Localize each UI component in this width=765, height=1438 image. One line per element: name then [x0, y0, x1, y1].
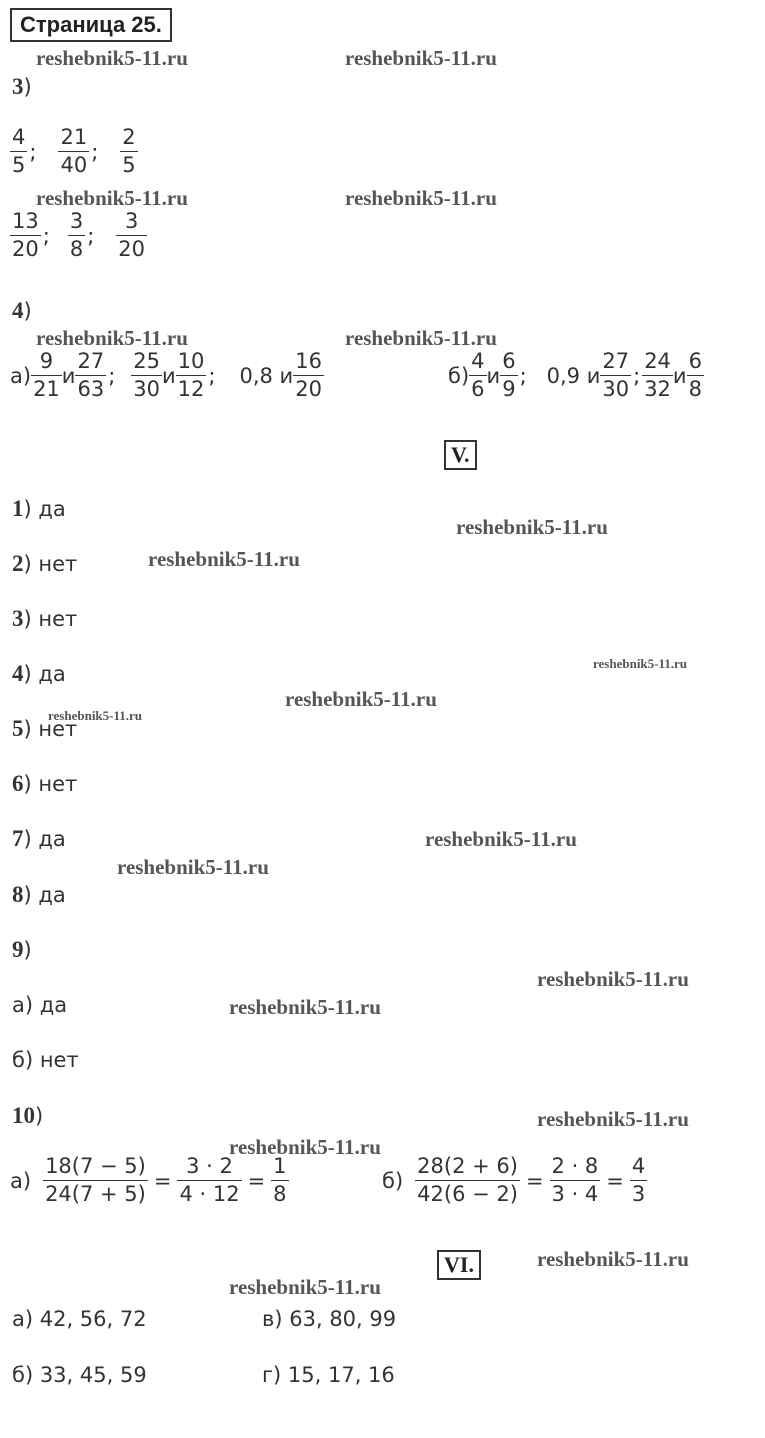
fraction: $\frac{6}{8}$ — [688, 349, 702, 402]
fraction: $\frac{4}{5}$ — [12, 125, 26, 178]
fraction: $\frac{24}{32}$ — [644, 349, 671, 402]
answer-item: 8) да — [12, 882, 66, 907]
answer-item: а) да — [12, 993, 68, 1017]
answer-item: 2) нет — [12, 551, 78, 576]
watermark: reshebnik5-11.ru — [48, 708, 143, 723]
fraction: $\frac{13}{20}$ — [12, 209, 39, 262]
fraction: $\frac{27}{63}$ — [77, 349, 105, 402]
fraction: $\frac{28(2 + 6)}{42(6 - 2)}$ — [417, 1154, 518, 1207]
watermark: reshebnik5-11.ru — [537, 1247, 689, 1271]
part4-heading: 4) — [12, 298, 32, 323]
watermark: reshebnik5-11.ru — [285, 687, 437, 711]
watermark: reshebnik5-11.ru — [345, 46, 497, 70]
watermark: reshebnik5-11.ru — [36, 326, 188, 350]
fraction: $\frac{2}{5}$ — [122, 125, 136, 178]
part4-a: а) $\frac{9}{21}$ и $\frac{27}{63}$ ; $\frac{25}{30}$ и $\frac{10}{12}$ ; 0,8 и $\frac{16}{20}$ — [10, 349, 322, 402]
page-title: Страница 25. — [10, 8, 172, 42]
answer-item: а) 42, 56, 72 — [12, 1307, 147, 1331]
answer-item: 6) нет — [12, 771, 78, 796]
fraction: $\frac{3}{20}$ — [118, 209, 145, 262]
fraction: $\frac{18(7 - 5)}{24(7 + 5)}$ — [45, 1154, 146, 1207]
watermark: reshebnik5-11.ru — [229, 995, 381, 1019]
answer-item: б) нет — [12, 1048, 79, 1072]
watermark: reshebnik5-11.ru — [456, 515, 608, 539]
watermark: reshebnik5-11.ru — [537, 1107, 689, 1131]
watermark: reshebnik5-11.ru — [537, 967, 689, 991]
fraction: $\frac{16}{20}$ — [295, 349, 322, 402]
answer-item: в) 63, 80, 99 — [262, 1307, 397, 1331]
watermark: reshebnik5-11.ru — [36, 186, 188, 210]
answer-item: 7) да — [12, 826, 66, 851]
fraction: $\frac{21}{40}$ — [60, 125, 88, 178]
answer-item: 3) нет — [12, 606, 78, 631]
answer-item: 1) да — [12, 496, 66, 521]
watermark: reshebnik5-11.ru — [425, 827, 577, 851]
fraction: $\frac{4}{6}$ — [471, 349, 485, 402]
fraction: $\frac{3 \cdot 2}{4 \cdot 12}$ — [179, 1154, 240, 1207]
watermark: reshebnik5-11.ru — [593, 656, 688, 671]
part3-row2: $\frac{13}{20}$ ; $\frac{3}{8}$ ; $\frac{3}{20}$ — [12, 209, 145, 262]
answer-item: 10) — [12, 1103, 44, 1128]
watermark: reshebnik5-11.ru — [229, 1275, 381, 1299]
section-heading-vi: VI. — [437, 1250, 481, 1280]
fraction: $\frac{27}{30}$ — [602, 349, 630, 402]
part3-row1: $\frac{4}{5}$ ; $\frac{21}{40}$ ; $\frac{2}{5}$ — [12, 125, 136, 178]
q10-b-expression: б) $\frac{28(2 + 6)}{42(6 - 2)}$ = $\frac{2 \cdot 8}{3 \cdot 4}$ = $\frac{4}{3}$ — [382, 1154, 646, 1207]
answer-item: 5) нет — [12, 716, 78, 741]
fraction: $\frac{1}{8}$ — [273, 1154, 287, 1207]
fraction: $\frac{10}{12}$ — [177, 349, 205, 402]
fraction: $\frac{25}{30}$ — [133, 349, 160, 402]
answer-item: 4) да — [12, 661, 66, 686]
watermark: reshebnik5-11.ru — [36, 46, 188, 70]
section-heading-v: V. — [444, 440, 477, 470]
fraction: $\frac{2 \cdot 8}{3 \cdot 4}$ — [551, 1154, 599, 1207]
fraction: $\frac{9}{21}$ — [33, 349, 60, 402]
watermark: reshebnik5-11.ru — [345, 326, 497, 350]
answer-item: г) 15, 17, 16 — [262, 1363, 395, 1387]
fraction: $\frac{3}{8}$ — [69, 209, 84, 262]
answer-item: б) 33, 45, 59 — [12, 1363, 147, 1387]
answer-item: 9) — [12, 937, 32, 962]
watermark: reshebnik5-11.ru — [117, 855, 269, 879]
watermark: reshebnik5-11.ru — [148, 547, 300, 571]
q10-a-expression: а) $\frac{18(7 - 5)}{24(7 + 5)}$ = $\frac{3 \cdot 2}{4 \cdot 12}$ = $\frac{1}{8}$ — [10, 1154, 287, 1207]
fraction: $\frac{6}{9}$ — [502, 349, 516, 402]
fraction: $\frac{4}{3}$ — [631, 1154, 646, 1207]
watermark: reshebnik5-11.ru — [229, 1135, 381, 1159]
watermark: reshebnik5-11.ru — [345, 186, 497, 210]
part4-b: б) $\frac{4}{6}$ и $\frac{6}{9}$ ; 0,9 и $\frac{27}{30}$ ; $\frac{24}{32}$ и $\frac{6}{8}$ — [448, 349, 702, 402]
part3-heading: 3) — [12, 74, 32, 99]
